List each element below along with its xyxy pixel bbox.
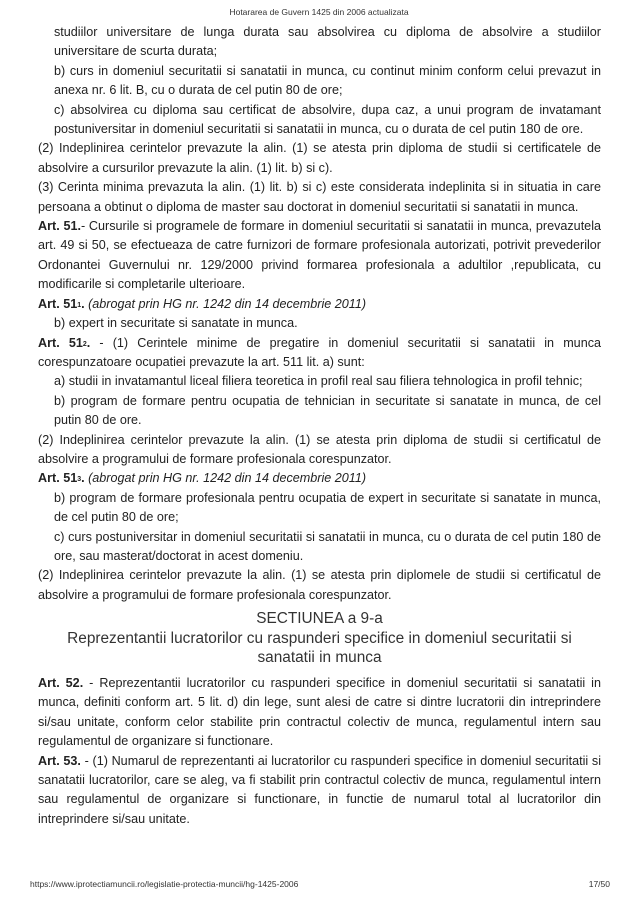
article-text: - Reprezentantii lucratorilor cu raspunderi specifice in domeniul securitatii si sanatatii in munca, definiti conform art. 5 lit. d) din lege, sunt alesi de catre si dintre lucratorii din intreprindere si/sau unitate, conform celor stabilite prin contractul colectiv de munca, regulamentul intern sau regulamentul de organizare si functionare. [38,675,601,749]
paragraph: b) program de formare profesionala pentru ocupatia de expert in securitate si sanatate in munca, de cel putin 80 de ore; [54,490,601,525]
paragraph: studiilor universitare de lunga durata sau absolvirea cu diploma de absolvire a studiilor universitare de scurta durata; [54,25,601,59]
section-heading [38,609,601,668]
article-superscript: 2 [82,340,87,348]
article-51-2 [38,334,601,373]
paragraph: a) studii in invatamantul liceal filiera teoretica in profil real sau filiera tehnologica in profil tehnic; [54,374,583,389]
article-52 [38,674,601,752]
article-53 [38,752,601,830]
paragraph: (2) Indeplinirea cerintelor prevazute la alin. (1) se atesta prin diploma de studii si certificatele de absolvire a cursurilor prevazute la alin. (1) lit. b) si c). [38,141,601,175]
article-51-1 [38,295,601,314]
paragraph: (2) Indeplinirea cerintelor prevazute la alin. (1) se atesta prin diploma de studii si certificatul de absolvire a programului de formare profesionala corespunzator. [38,432,601,466]
section-title: SECTIUNEA a 9-a [256,610,383,628]
paragraph: b) program de formare pentru ocupatia de tehnician in securitate si sanatate in munca, de cel putin 80 de ore. [54,393,601,428]
article-label: Art. 51 [38,471,78,486]
page-number: 17/50 [588,879,610,889]
paragraph: c) absolvirea cu diploma sau certificat de absolvire, dupa caz, a unui program de invatamant postuniversitar in domeniul securitatii si sanatatii in munca, cu o durata de cel putin 180 de ore. [54,102,601,137]
article-superscript: 3 [77,476,82,484]
footer-url: https://www.iprotectiamuncii.ro/legislatie-protectia-muncii/hg-1425-2006 [30,879,299,889]
article-text: - Cursurile si programele de formare in domeniul securitatii si sanatatii in munca, prevazutela art. 49 si 50, se efectueaza de catre furnizori de formare profesionala autorizati, potrivit prevederilor Ordonantei Guvernului nr. 129/2000 privind formarea profesionala a adultilor ,republicata, cu modificarile si completarile ulterioare. [38,219,601,292]
article-text: - (1) Cerintele minime de pregatire in domeniul securitatii si sanatatii in munca corespunzatoare ocupatiei prevazute la art. 511 lit. a) sunt: [38,335,601,369]
article-label: Art. 51 [38,296,78,311]
article-dot: . [81,471,85,486]
paragraph: (2) Indeplinirea cerintelor prevazute la alin. (1) se atesta prin diplomele de studii si certificatul de absolvire a programului de formare profesionala corespunzator. [38,568,601,602]
paragraph: b) curs in domeniul securitatii si sanatatii in munca, cu continut minim conform celui prevazut in anexa nr. 6 lit. B, cu o durata de cel putin 80 de ore; [54,63,601,98]
paragraph: b) expert in securitate si sanatate in munca. [54,316,298,331]
abrogation-note: (abrogat prin HG nr. 1242 din 14 decembrie 2011) [88,471,367,486]
page-header: Hotararea de Guvern 1425 din 2006 actualizata [229,7,409,17]
document-body [38,23,601,829]
article-text: - (1) Numarul de reprezentanti ai lucratorilor cu raspunderi specifice in domeniul securitatii si sanatatii lucratorilor, care se aleg, va fi stabilit prin contractul colectiv de munca, regulamentul intern sau regulamentul de organizare si functionare, in functie de numarul total al lucratorilor din intreprindere si/sau unitate. [38,753,601,826]
paragraph: (3) Cerinta minima prevazuta la alin. (1) lit. b) si c) este considerata indeplinita si in situatia in care persoana a obtinut o diploma de master sau doctorat in domeniul securitatii si sanatatii in munca. [38,180,601,214]
article-label: Art. 52. [38,675,84,690]
article-51 [38,217,601,295]
article-superscript: 1 [77,301,82,309]
article-dot: . [86,335,91,350]
article-51-3 [38,469,601,488]
paragraph: c) curs postuniversitar in domeniul securitatii si sanatatii in munca, cu o durata de cel putin 180 de ore, sau masterat/doctorat in acest domeniu. [54,529,601,563]
article-label: Art. 51 [38,335,83,350]
abrogation-note: (abrogat prin HG nr. 1242 din 14 decembrie 2011) [88,296,367,311]
article-dot: . [81,296,85,311]
article-label: Art. 51. [38,219,81,234]
article-label: Art. 53. [38,753,81,768]
section-subtitle: Reprezentantii lucratorilor cu raspunderi specifice in domeniul securitatii si sanatatii in munca [67,629,572,667]
